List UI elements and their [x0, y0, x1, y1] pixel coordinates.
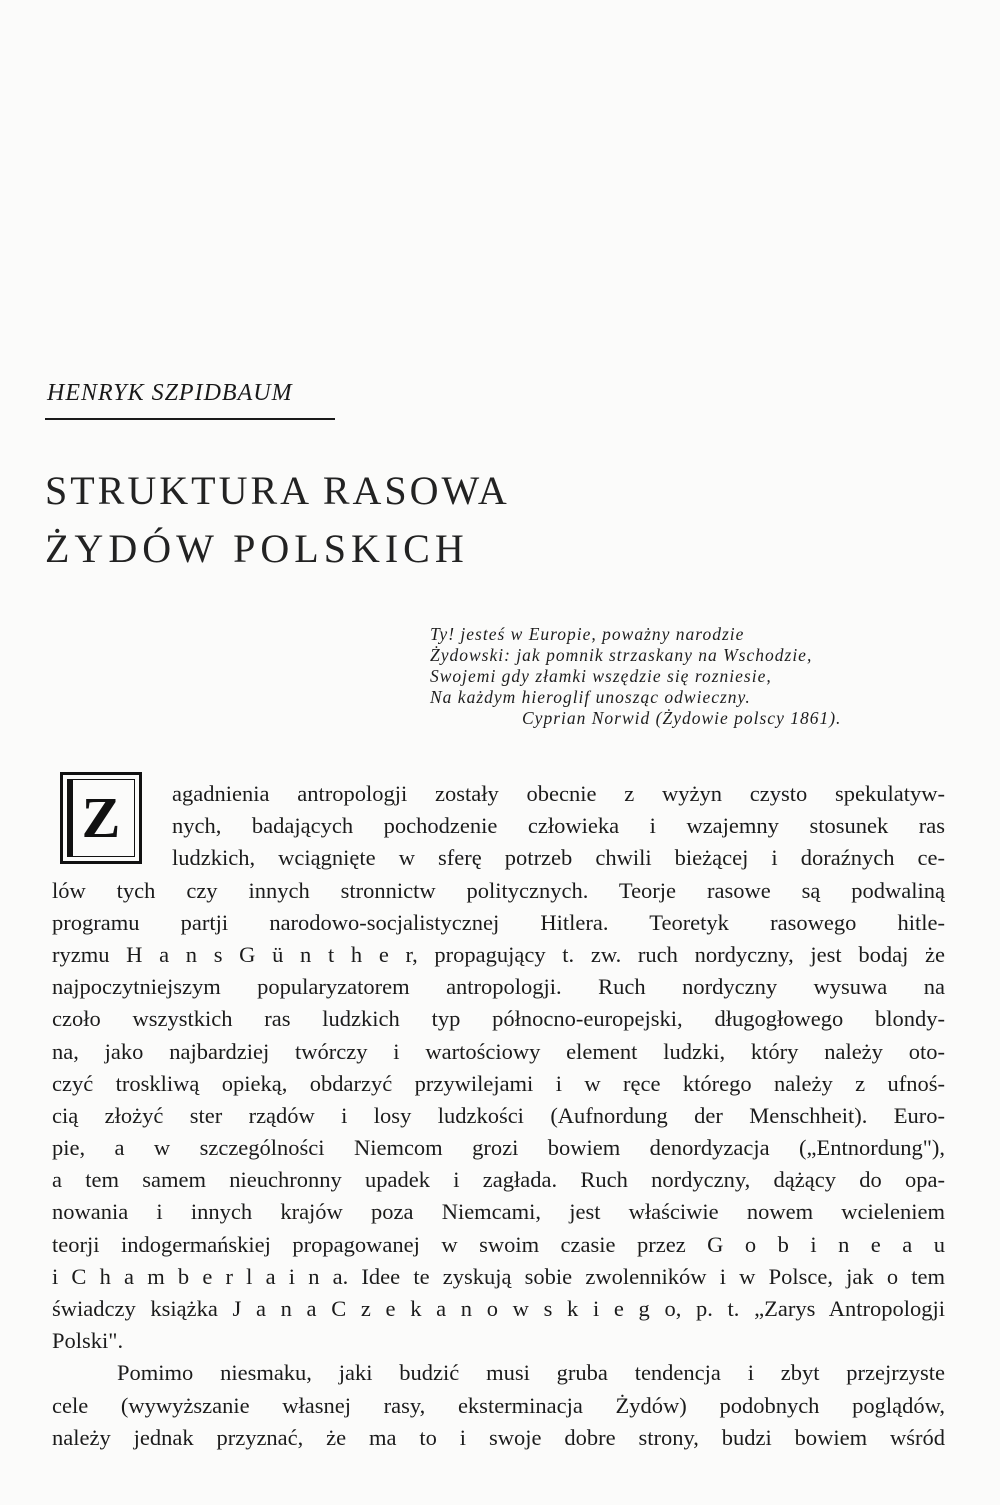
epigraph-line: Swojemi gdy złamki wszędzie się rozniesie,	[430, 666, 772, 686]
body-line: agadnienia antropologji zostały obecnie z wyżyn czysto spekulatyw-	[172, 781, 945, 806]
body-line: a tem samem nieuchronny upadek i zagłada. Ruch nordyczny, dążący do opa-	[52, 1167, 945, 1193]
epigraph-line: Ty! jesteś w Europie, poważny narodzie	[430, 624, 745, 644]
body-line: świadczy książka J a n a C z e k a n o w s k i e g o, p. t. „Zarys Antropologji	[52, 1296, 945, 1321]
body-line: najpoczytniejszym popularyzatorem antropologji. Ruch nordyczny wysuwa na	[52, 974, 945, 1000]
body-line: cele (wywyższanie własnej rasy, eksterminacja Żydów) podobnych poglądów,	[52, 1392, 945, 1418]
body-line: pie, a w szczególności Niemcom grozi bowiem denordyzacja („Entnordung"),	[52, 1135, 945, 1161]
body-line: lów tych czy innych stronnictw politycznych. Teorje rasowe są podwaliną	[52, 877, 945, 903]
epigraph-line: Żydowski: jak pomnik strzaskany na Wschodzie,	[430, 645, 813, 665]
epigraph-line: Na każdym hieroglif unosząc odwieczny.	[430, 687, 751, 707]
epigraph-attribution: Cyprian Norwid (Żydowie polscy 1861).	[522, 708, 842, 728]
author-underline	[45, 418, 335, 420]
body-line: nych, badających pochodzenie człowieka i wzajemny stosunek ras	[172, 813, 945, 839]
body-line: i C h a m b e r l a i n a. Idee te zyskują sobie zwolenników i w Polsce, jak o tem	[52, 1263, 945, 1289]
body-line: teorji indogermańskiej propagowanej w swoim czasie przez G o b i n e a u	[52, 1231, 945, 1257]
body-line: Polski".	[52, 1328, 124, 1354]
drop-cap-letter: Z	[81, 785, 121, 850]
body-line: ludzkich, wciągnięte w sferę potrzeb chwili bieżącej i doraźnych ce-	[172, 845, 945, 871]
epigraph	[430, 624, 841, 729]
title-line-2: ŻYDÓW POLSKICH	[45, 526, 469, 571]
body-line: Pomimo niesmaku, jaki budzić musi gruba tendencja i zbyt przejrzyste	[117, 1360, 945, 1386]
body-line: cią złożyć ster rządów i losy ludzkości (Aufnordung der Menschheit). Euro-	[52, 1102, 945, 1128]
article-body	[52, 778, 945, 1454]
author-name: HENRYK SZPIDBAUM	[47, 380, 293, 406]
body-line: czoło wszystkich ras ludzkich typ północno-europejski, długogłowego blondy-	[52, 1006, 945, 1032]
article-title	[45, 462, 510, 578]
body-line: należy jednak przyznać, że ma to i swoje dobre strony, budzi bowiem wśród	[52, 1424, 945, 1450]
title-line-1: STRUKTURA RASOWA	[45, 468, 510, 513]
body-line: na, jako najbardziej twórczy i wartościowy element ludzki, który należy oto-	[52, 1038, 945, 1064]
body-line: czyć troskliwą opieką, obdarzyć przywilejami i w ręce którego należy z ufnoś-	[52, 1070, 945, 1096]
body-line: ryzmu H a n s G ü n t h e r, propagujący t. zw. ruch nordyczny, jest bodaj że	[52, 941, 945, 967]
body-line: programu partji narodowo-socjalistycznej Hitlera. Teoretyk rasowego hitle-	[52, 909, 945, 935]
body-line: nowania i innych krajów poza Niemcami, jest właściwie nowem wcieleniem	[52, 1199, 945, 1225]
